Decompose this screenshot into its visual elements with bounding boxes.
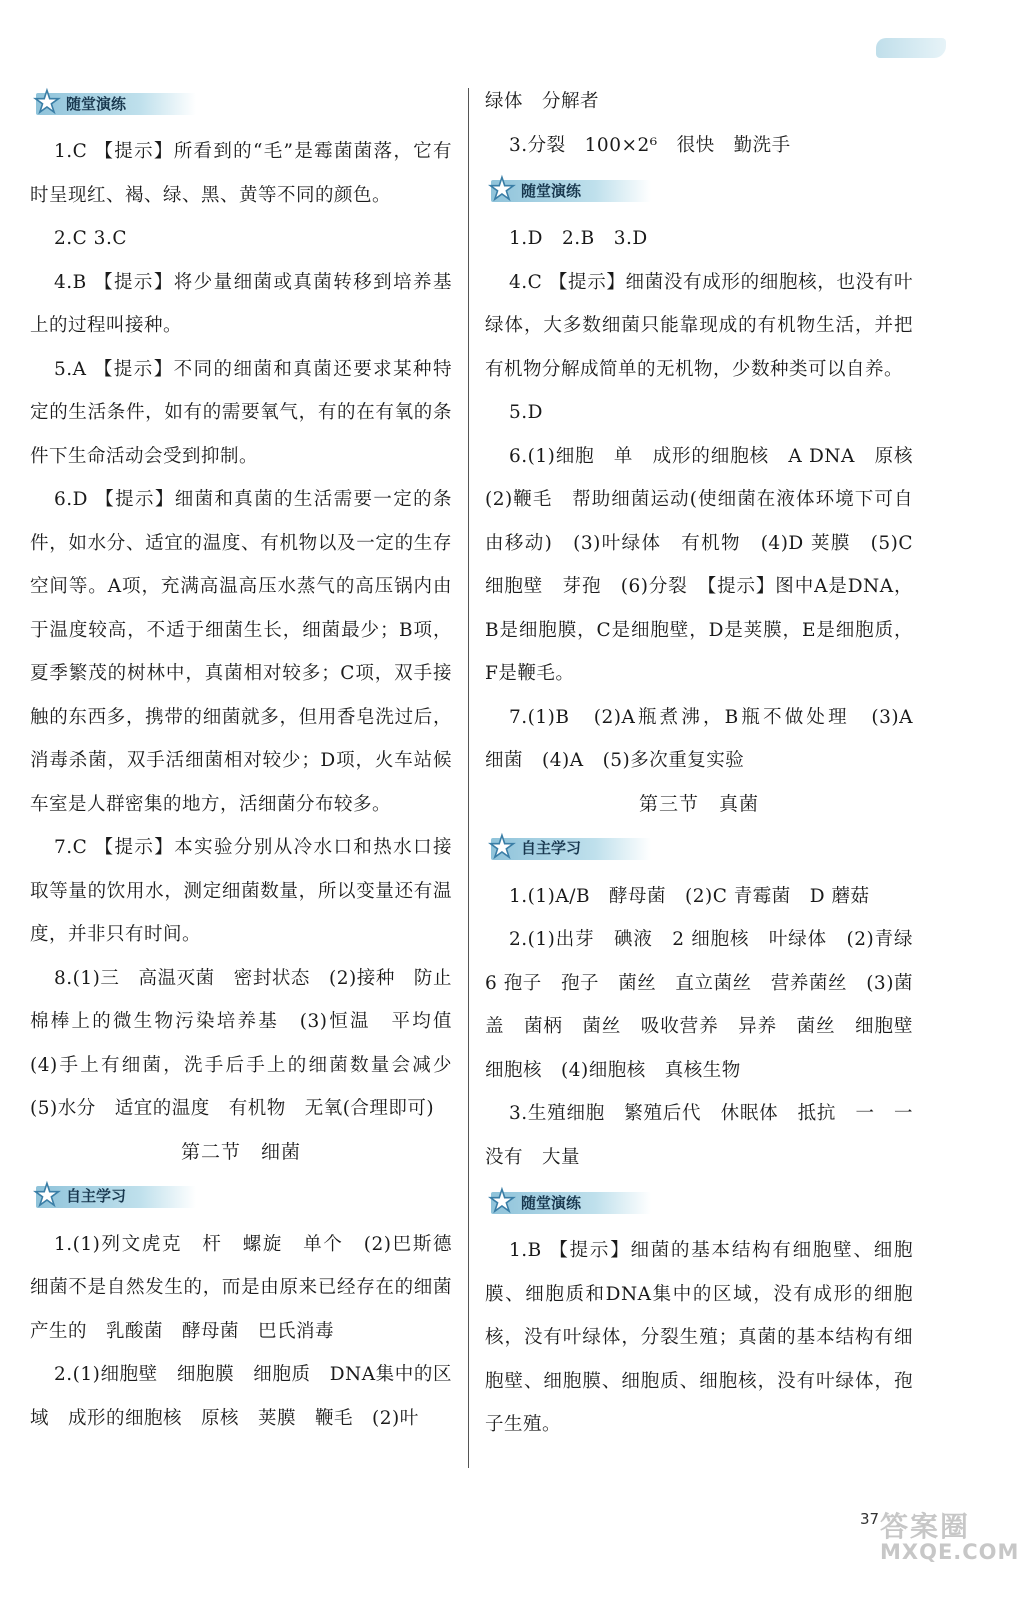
section-title: 第三节 真菌 bbox=[638, 792, 759, 815]
answer-item: 1.(1)列文虎克 杆 螺旋 单个 (2)巴斯德 细菌不是自然发生的，而是由原来已经存在的细菌产生的 乳酸菌 酵母菌 巴氏消毒 bbox=[30, 1233, 472, 1342]
star-icon: ★ bbox=[33, 85, 61, 120]
answer-item: 5.A 【提示】不同的细菌和真菌还要求某种特定的生活条件，如有的需要氧气，有的在有氧的条件下生命活动会受到抑制。 bbox=[30, 358, 452, 467]
banner-label: 自主学习 bbox=[521, 839, 582, 857]
banner-self-study bbox=[485, 829, 913, 865]
banner-label: 自主学习 bbox=[66, 1187, 127, 1205]
star-icon: ★ bbox=[488, 829, 516, 865]
section-title: 第二节 细菌 bbox=[180, 1140, 301, 1163]
banner-practice bbox=[30, 85, 452, 120]
page-number: 37 bbox=[860, 1510, 880, 1528]
continued-text: 绿体 分解者 bbox=[485, 91, 600, 112]
column-divider bbox=[468, 88, 469, 1468]
banner-self-study bbox=[30, 1177, 452, 1213]
answer-item: 1.B 【提示】细菌的基本结构有细胞壁、细胞膜、细胞质和DNA集中的区域，没有成形的细胞核，没有叶绿体，分裂生殖；真菌的基本结构有细胞壁、细胞膜、细胞质、细胞核，没有叶绿体，孢子生殖。 bbox=[485, 1240, 913, 1435]
answer-item: 4.C 【提示】细菌没有成形的细胞核，也没有叶绿体，大多数细菌只能靠现成的有机物生活，并把有机物分解成简单的无机物，少数种类可以自养。 bbox=[485, 271, 913, 380]
answer-item: 6.D 【提示】细菌和真菌的生活需要一定的条件，如水分、适宜的温度、有机物以及一定的生存空间等。A项，充满高温高压水蒸气的高压锅内由于温度较高，不适于细菌生长，细菌最少；B项，夏季繁茂的树林中，真菌相对较多；C项，双手接触的东西多，携带的细菌就多，但用香皂洗过后，消毒杀菌，双手活细菌相对较少；D项，火车站候车室是人群密集的地方，活细菌分布较多。 bbox=[30, 489, 452, 815]
star-icon: ★ bbox=[488, 172, 516, 207]
banner-label: 随堂演练 bbox=[521, 181, 582, 200]
answer-item: 2.C 3.C bbox=[54, 228, 127, 249]
answer-item: 5.D bbox=[509, 402, 543, 423]
banner-practice bbox=[485, 1184, 913, 1219]
watermark-logo bbox=[880, 1512, 1019, 1563]
watermark-cn: 答案圈 bbox=[880, 1510, 971, 1543]
answer-item: 1.D 2.B 3.D bbox=[509, 228, 648, 249]
answer-item: 6.(1)细胞 单 成形的细胞核 A DNA 原核 (2)鞭毛 帮助细菌运动(使细菌在液体环境下可自由移动) (3)叶绿体 有机物 (4)D 荚膜 (5)C 细胞壁 芽孢 (6)分裂 【提示】图中A是DNA，B是细胞膜，C是细胞壁，D是荚膜，E是细胞质，F是鞭毛。 bbox=[485, 445, 933, 684]
banner-label: 随堂演练 bbox=[521, 1193, 582, 1212]
answer-item: 7.(1)B (2)A瓶煮沸，B瓶不做处理 (3)A 细菌 (4)A (5)多次重复实验 bbox=[485, 706, 933, 771]
banner-label: 随堂演练 bbox=[66, 94, 127, 113]
answer-item: 2.(1)细胞壁 细胞膜 细胞质 DNA集中的区域 成形的细胞核 原核 荚膜 鞭毛 (2)叶 bbox=[30, 1364, 452, 1429]
answer-item: 4.B 【提示】将少量细菌或真菌转移到培养基上的过程叫接种。 bbox=[30, 271, 452, 336]
watermark-en: MXQE.COM bbox=[880, 1540, 1020, 1565]
answer-item: 1.C 【提示】所看到的“毛”是霉菌菌落，它有时呈现红、褐、绿、黑、黄等不同的颜色。 bbox=[30, 141, 452, 206]
answer-item: 1.(1)A/B 酵母菌 (2)C 青霉菌 D 蘑菇 bbox=[509, 885, 870, 907]
right-column bbox=[485, 80, 933, 1447]
answer-item: 2.(1)出芽 碘液 2 细胞核 叶绿体 (2)青绿 6 孢子 孢子 菌丝 直立菌丝 营养菌丝 (3)菌盖 菌柄 菌丝 吸收营养 异养 菌丝 细胞壁 细胞核 (4)细胞核 真核生物 bbox=[485, 929, 933, 1081]
answer-item: 8.(1)三 高温灭菌 密封状态 (2)接种 防止棉棒上的微生物污染培养基 (3)恒温 平均值 (4)手上有细菌，洗手后手上的细菌数量会减少 (5)水分 适宜的温度 有机物 无氧(合理即可) bbox=[30, 967, 472, 1119]
star-icon: ★ bbox=[488, 1184, 516, 1219]
answer-item: 7.C 【提示】本实验分别从冷水口和热水口接取等量的饮用水，测定细菌数量，所以变量还有温度，并非只有时间。 bbox=[30, 837, 452, 945]
answer-item: 3.生殖细胞 繁殖后代 休眠体 抵抗 一 一 没有 大量 bbox=[485, 1103, 933, 1168]
left-column bbox=[30, 80, 472, 1440]
answer-item: 3.分裂 100×2⁶ 很快 勤洗手 bbox=[509, 134, 791, 156]
star-icon: ★ bbox=[33, 1177, 61, 1213]
corner-decoration bbox=[876, 38, 946, 58]
banner-practice bbox=[485, 172, 913, 207]
